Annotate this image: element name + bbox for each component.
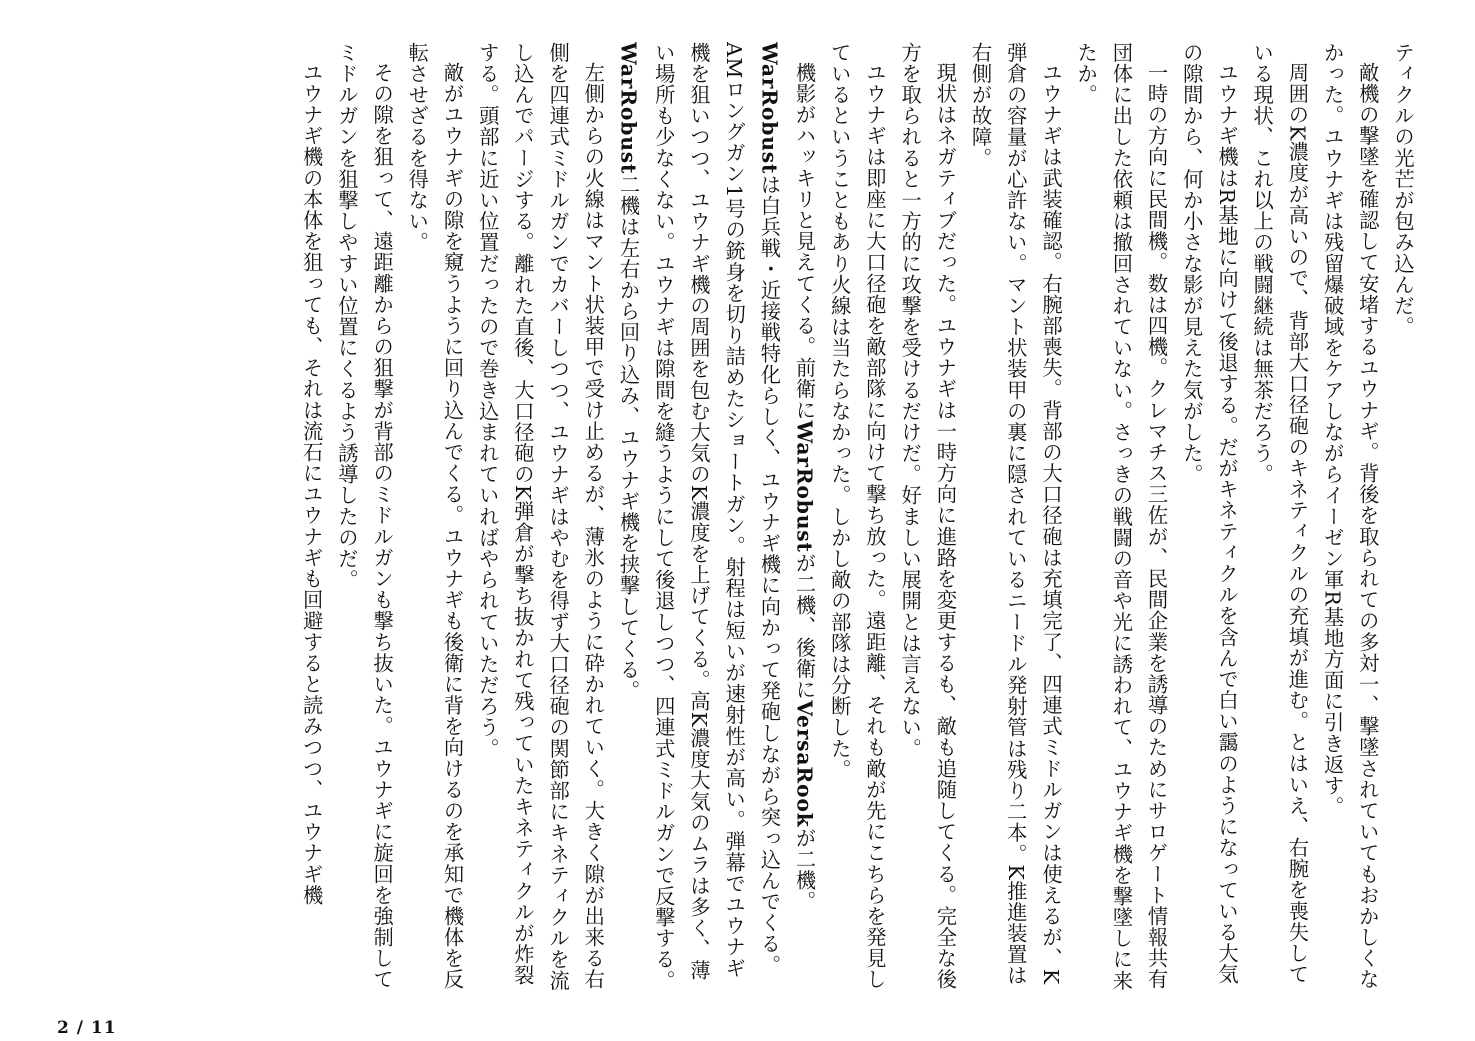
paragraph: WarRobust二機は左右から回り込み、ユウナギ機を挟撃してくる。 xyxy=(616,42,641,702)
paragraph: WarRobustは白兵戦・近接戦特化らしく、ユウナギ機に向かって発砲しながら突っ込んでくる。AMロングガン1号の銃身を切り詰めたショートガン。射程は短いが速射性が高い。弾幕でユウナギ機を狙いつつ、ユウナギ機の周囲を包む大気のK濃度を上げてくる。高K濃度大気のムラは多く、薄い場所も少なくない。ユウナギは隙間を縫うようにして後退しつつ、四連式ミドルガンで反撃する。 xyxy=(651,42,782,992)
vertical-text-body xyxy=(50,42,1420,997)
mech-name: WarRobust xyxy=(757,42,782,175)
mech-name: VersaRook xyxy=(792,700,817,828)
page-number: 2 / 11 xyxy=(57,1018,117,1038)
mech-name: WarRobust xyxy=(792,420,817,553)
paragraph: 左側からの火線はマント状装甲で受け止めるが、薄氷のように砕かれていく。大きく隙が出来る右側を四連式ミドルガンでカバーしつつ、ユウナギはやむを得ず大口径砲の関節部にキネティクルを流し込んでパージする。離れた直後、大口径砲のK弾倉が撃ち抜かれて残っていたキネティクルが炸裂する。頭部に近い位置だったので巻き込まれていればやられていただろう。 xyxy=(475,42,606,992)
paragraph: 周囲のK濃度が高いので、背部大口径砲のキネティクルの充填が進む。とはいえ、右腕を喪失している現状、これ以上の戦闘継続は無茶だろう。 xyxy=(1250,42,1310,986)
paragraph: その隙を狙って、遠距離からの狙撃が背部のミドルガンも撃ち抜いた。ユウナギに旋回を強制してミドルガンを狙撃しやすい位置にくるよう誘導したのだ。 xyxy=(334,42,395,991)
paragraph: ユウナギは武装確認。右腕部喪失。背部の大口径砲は充填完了、四連式ミドルガンは使えるが、K弾倉の容量が心許ない。マント状装甲の裏に隠されているニードル発射管は残り二本。K推進装置は右側が故障。 xyxy=(968,42,1063,986)
paragraph: 現状はネガティブだった。ユウナギは一時方向に進路を変更するも、敵も追随してくる。完全な後方を取られると一方的に攻撃を受けるだけだ。好ましい展開とは言えない。 xyxy=(898,42,958,991)
paragraph: ユウナギ機の本体を狙っても、それは流石にユウナギも回避すると読みつつ、ユウナギ機 xyxy=(299,62,324,906)
paragraph: 機影がハッキリと見えてくる。前衛にWarRobustが二機、後衛にVersaRookが二機。 xyxy=(792,62,817,913)
paragraph: ユウナギは即座に大口径砲を敵部隊に向けて撃ち放った。遠距離、それも敵が先にこちらを発見しているということもあり火線は当たらなかった。しかし敵の部隊は分断した。 xyxy=(827,42,887,991)
paragraph: 一時の方向に民間機。数は四機。クレマチス三佐が、民間企業を誘導のためにサロゲート情報共有団体に出した依頼は撤回されていない。さっきの戦闘の音や光に誘われて、ユウナギ機を撃墜しに来たか。 xyxy=(1074,42,1169,992)
paragraph: ティクルの光芒が包み込んだ。 xyxy=(1391,42,1415,338)
paragraph: 敵がユウナギの隙を窺うように回り込んでくる。ユウナギも後衛に背を向けるのを承知で機体を反転させざるを得ない。 xyxy=(405,42,465,991)
paragraph: ユウナギ機はR基地に向けて後退する。だがキネティクルを含んで白い靄のようになっている大気の隙間から、何か小さな影が見えた気がした。 xyxy=(1179,42,1239,986)
paragraph: 敵機の撃墜を確認して安堵するユウナギ。背後を取られての多対一、撃墜されていてもおかしくなかった。ユウナギは残留爆破域をケアしながらイーゼン軍R基地方面に引き返す。 xyxy=(1320,42,1380,991)
mech-name: WarRobust xyxy=(616,42,641,175)
